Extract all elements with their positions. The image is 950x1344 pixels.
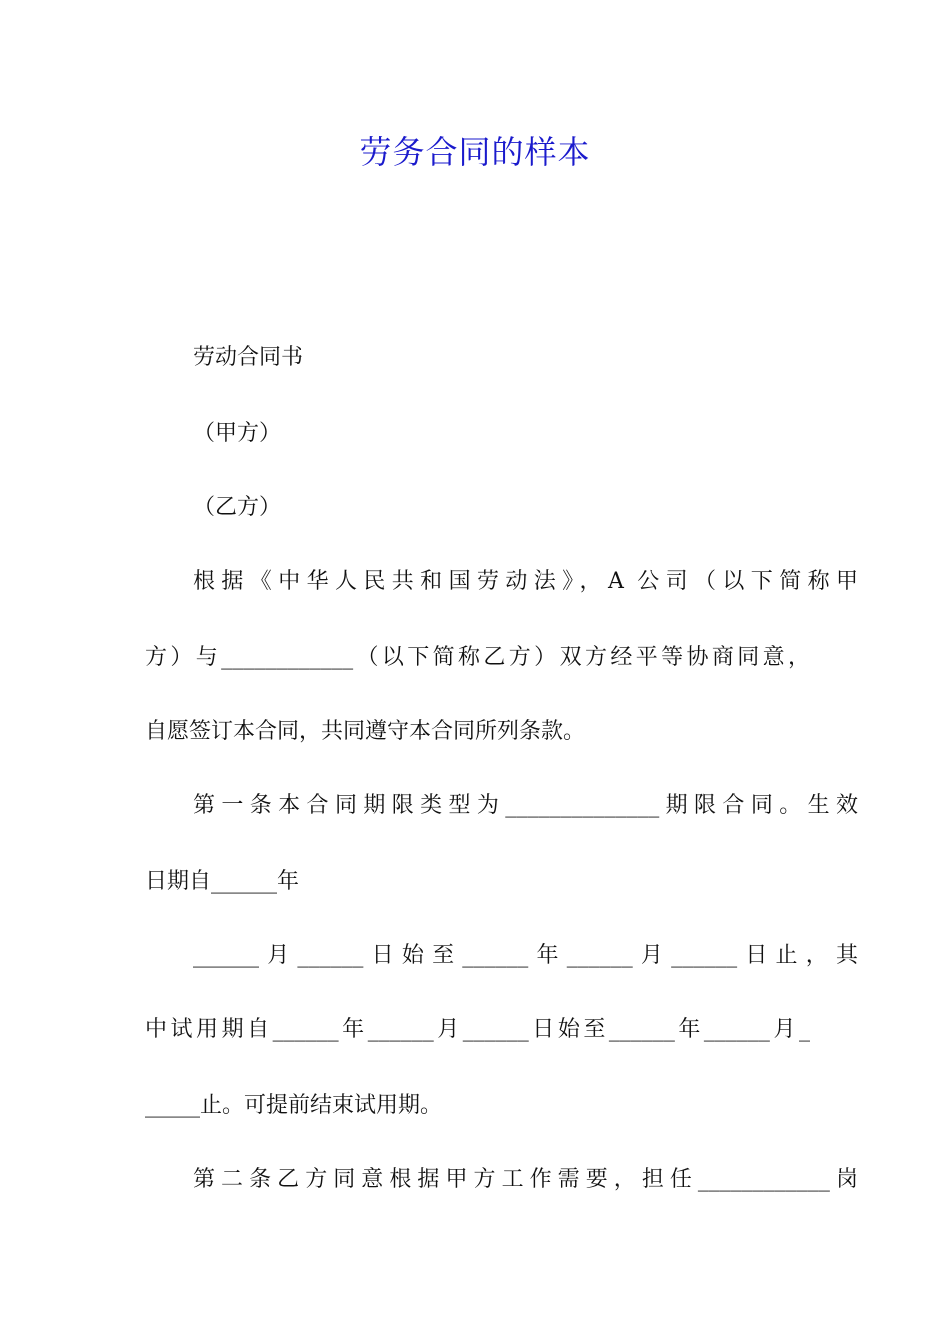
article-1-line: 中试用期自______年______月______日始至______年______月_ <box>145 1017 810 1042</box>
party-b-label: （乙方） <box>193 495 282 520</box>
article-1-line: 日期自______年 <box>145 869 300 894</box>
party-a-label: （甲方） <box>193 421 282 446</box>
paragraph-line: 自愿签订本合同，共同遵守本合同所列条款。 <box>145 719 586 744</box>
paragraph-line: 方）与____________（以下简称乙方）双方经平等协商同意， <box>145 645 810 670</box>
paragraph-line: 根据《中华人民共和国劳动法》，A 公司（以下简称甲 <box>193 569 858 594</box>
document-title: 劳务合同的样本 <box>359 133 591 171</box>
heading-contract-book: 劳动合同书 <box>193 345 304 370</box>
article-1-line: _____止。可提前结束试用期。 <box>145 1093 443 1118</box>
article-1-line: ______月______日始至______年______月______日止，其 <box>193 943 858 968</box>
article-2-line: 第二条乙方同意根据甲方工作需要，担任____________岗 <box>193 1167 858 1192</box>
article-1-line: 第一条本合同期限类型为______________期限合同。生效 <box>193 793 858 818</box>
